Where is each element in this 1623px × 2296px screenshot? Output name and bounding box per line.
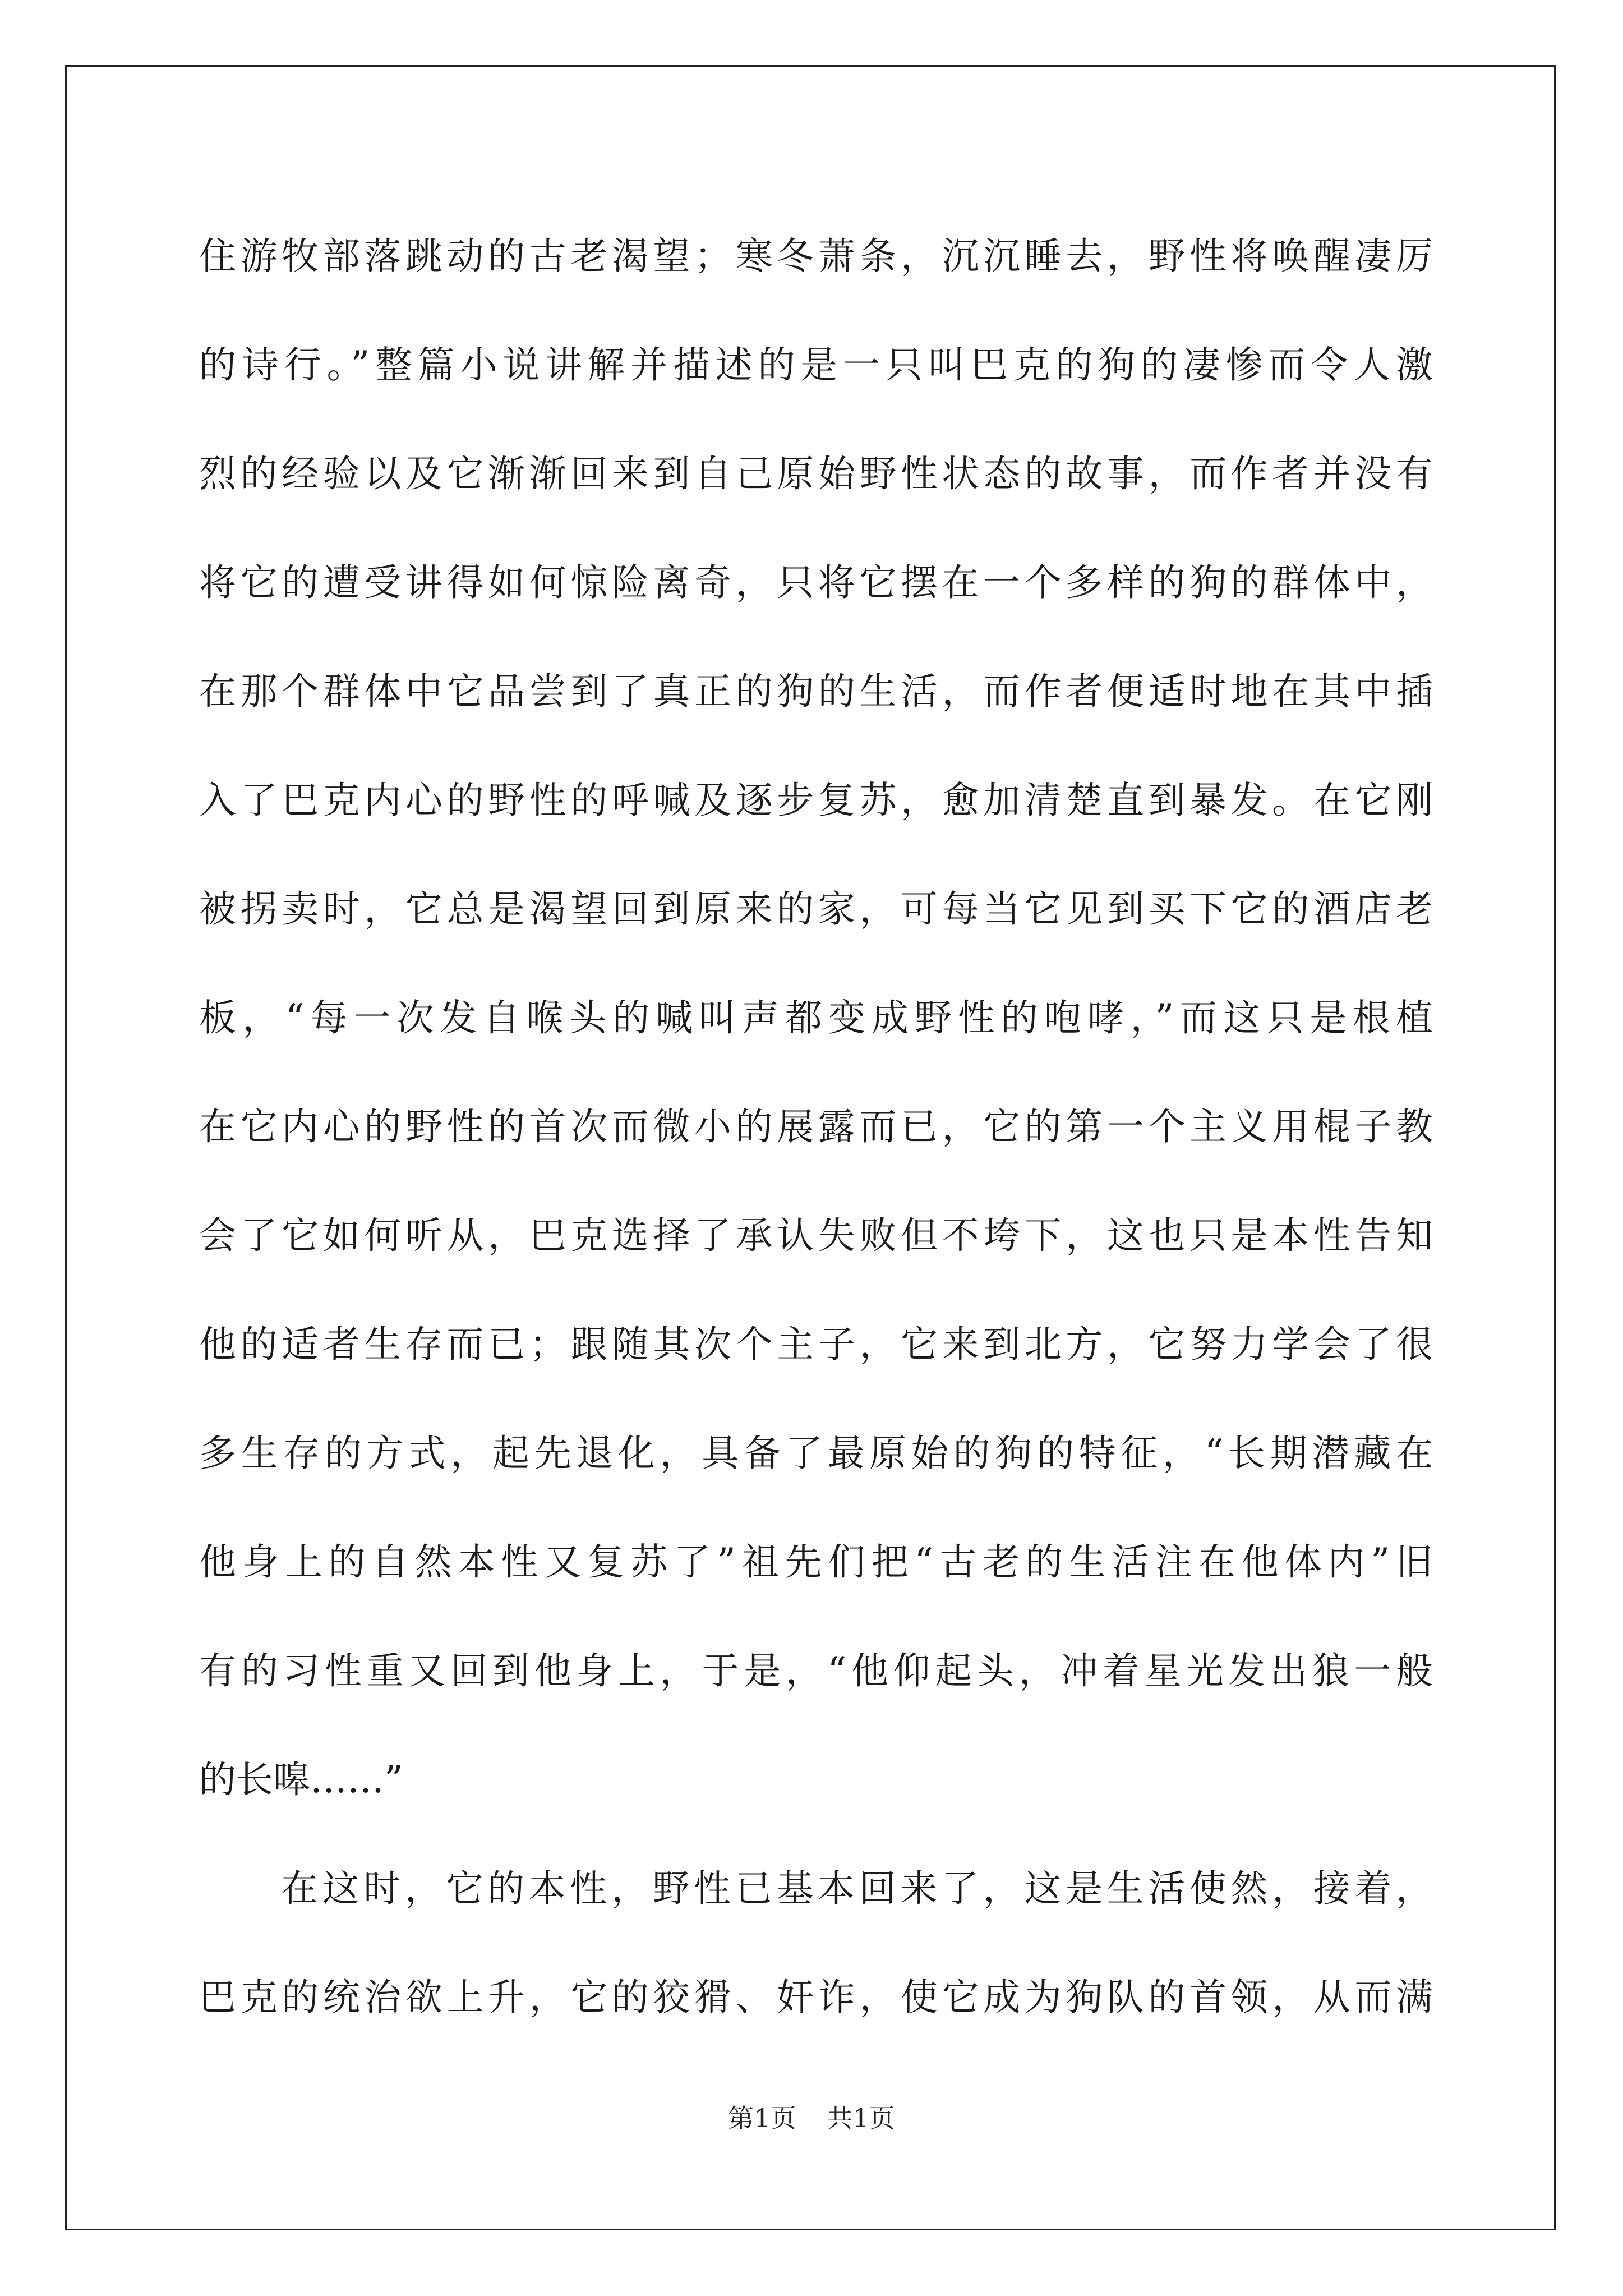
document-body <box>199 202 1433 2052</box>
text-line: 在那个群体中它品尝到了真正的狗的生活，而作者便适时地在其中插 <box>199 670 1433 713</box>
text-line: 的诗行。”整篇小说讲解并描述的是一只叫巴克的狗的凄惨而令人激 <box>199 343 1433 386</box>
paragraph-1 <box>199 202 1433 1834</box>
text-line: 巴克的统治欲上升，它的狡猾、奸诈，使它成为狗队的首领，从而满 <box>199 1976 1433 2019</box>
text-line: 入了巴克内心的野性的呼喊及逐步复苏，愈加清楚直到暴发。在它刚 <box>199 779 1433 822</box>
text-line: 的长嗥……” <box>199 1758 403 1801</box>
text-line: 他身上的自然本性又复苏了”祖先们把“古老的生活注在他体内”旧 <box>199 1540 1433 1584</box>
text-line: 他的适者生存而已；跟随其次个主子，它来到北方，它努力学会了很 <box>199 1323 1433 1366</box>
page-number: 第1页 <box>728 2103 796 2133</box>
text-line: 在它内心的野性的首次而微小的展露而已，它的第一个主义用棍子教 <box>199 1105 1433 1148</box>
text-line: 多生存的方式，起先退化，具备了最原始的狗的特征，“长期潜藏在 <box>199 1432 1433 1475</box>
text-line: 在这时，它的本性，野性已基本回来了，这是生活使然，接着， <box>281 1867 1433 1910</box>
text-line: 烈的经验以及它渐渐回来到自己原始野性状态的故事，而作者并没有 <box>199 452 1433 495</box>
text-line: 有的习性重又回到他身上，于是，“他仰起头，冲着星光发出狼一般 <box>199 1649 1433 1692</box>
paragraph-2 <box>199 1834 1433 2052</box>
text-line: 被拐卖时，它总是渴望回到原来的家，可每当它见到买下它的酒店老 <box>199 887 1433 931</box>
page-total: 共1页 <box>827 2103 895 2133</box>
text-line: 板，“每一次发自喉头的喊叫声都变成野性的咆哮，”而这只是根植 <box>199 996 1433 1039</box>
text-line: 将它的遭受讲得如何惊险离奇，只将它摆在一个多样的狗的群体中， <box>199 561 1433 604</box>
page-footer <box>0 2098 1623 2135</box>
text-line: 会了它如何听从，巴克选择了承认失败但不垮下，这也只是本性告知 <box>199 1214 1433 1257</box>
text-line: 住游牧部落跳动的古老渴望；寒冬萧条，沉沉睡去，野性将唤醒凄厉 <box>199 234 1433 278</box>
